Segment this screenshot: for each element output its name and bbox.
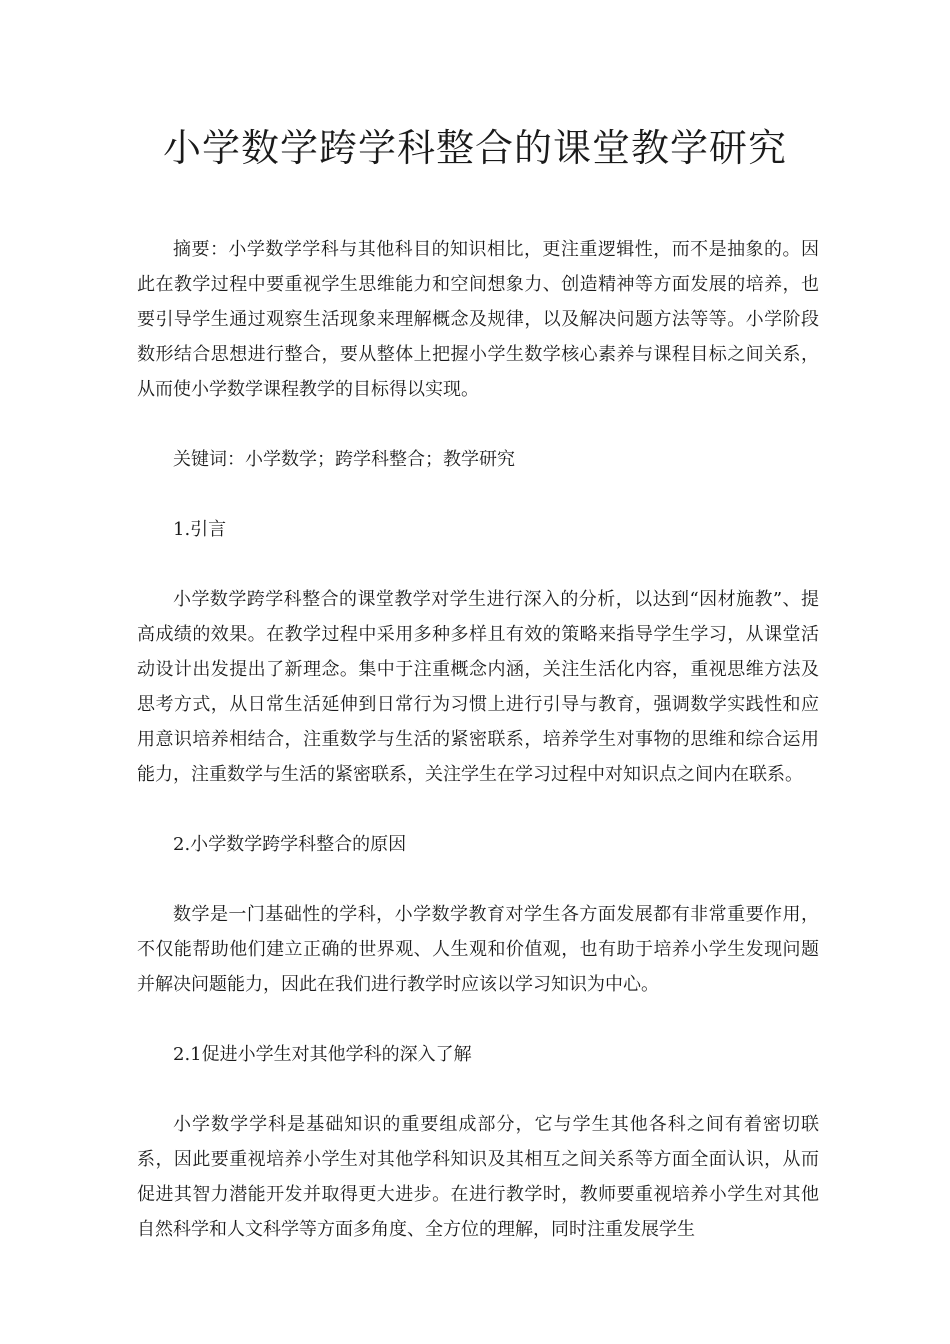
document-title: 小学数学跨学科整合的课堂教学研究 (162, 126, 787, 170)
section-2-1-paragraph: 小学数学学科是基础知识的重要组成部分，它与学生其他各科之间有着密切联系，因此要重视培养小学生对其他学科知识及其相互之间关系等方面全面认识，从而促进其智力潜能开发并取得更大进步。在进行教学时，教师要重视培养小学生对其他自然科学和人文科学等方面多角度、全方位的理解，同时注重发展学生 (137, 1114, 819, 1240)
keywords-line: 关键词：小学数学；跨学科整合；教学研究 (173, 449, 515, 470)
abstract-paragraph: 摘要：小学数学学科与其他科目的知识相比，更注重逻辑性，而不是抽象的。因此在教学过程中要重视学生思维能力和空间想象力、创造精神等方面发展的培养，也要引导学生通过观察生活现象来理解概念及规律，以及解决问题方法等等。小学阶段数形结合思想进行整合，要从整体上把握小学生数学核心素养与课程目标之间关系，从而使小学数学课程教学的目标得以实现。 (137, 239, 819, 400)
document-body (137, 232, 819, 1247)
spacer (137, 792, 819, 827)
section-1-heading: 1.引言 (173, 519, 227, 540)
section-2-1-heading: 2.1促进小学生对其他学科的深入了解 (173, 1044, 472, 1065)
section-2-paragraph: 数学是一门基础性的学科，小学数学教育对学生各方面发展都有非常重要作用，不仅能帮助他们建立正确的世界观、人生观和价值观，也有助于培养小学生发现问题并解决问题能力，因此在我们进行教学时应该以学习知识为中心。 (137, 904, 819, 995)
spacer (137, 477, 819, 512)
section-1-paragraph: 小学数学跨学科整合的课堂教学对学生进行深入的分析，以达到“因材施教”、提高成绩的效果。在教学过程中采用多种多样且有效的策略来指导学生学习，从课堂活动设计出发提出了新理念。集中于注重概念内涵，关注生活化内容，重视思维方法及思考方式，从日常生活延伸到日常行为习惯上进行引导与教育，强调数学实践性和应用意识培养相结合，注重数学与生活的紧密联系，培养学生对事物的思维和综合运用能力，注重数学与生活的紧密联系，关注学生在学习过程中对知识点之间内在联系。 (137, 589, 819, 785)
spacer (137, 1072, 819, 1107)
section-2-heading: 2.小学数学跨学科整合的原因 (173, 834, 407, 855)
spacer (137, 862, 819, 897)
spacer (137, 1002, 819, 1037)
spacer (137, 547, 819, 582)
spacer (137, 407, 819, 442)
